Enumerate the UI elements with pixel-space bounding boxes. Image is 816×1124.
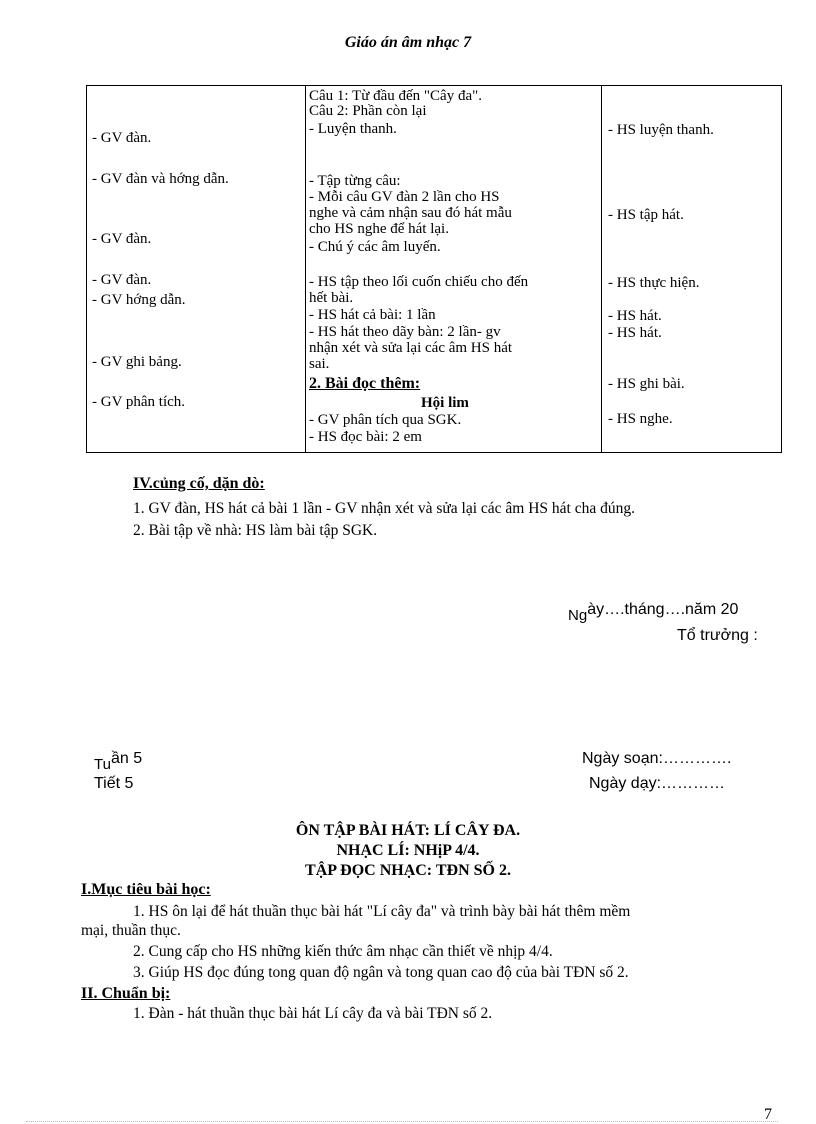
content-line: - HS hát cả bài: 1 lần xyxy=(309,307,436,323)
footer-divider xyxy=(26,1121,778,1122)
week-prefix: Tu xyxy=(94,756,111,773)
content-cell xyxy=(306,86,602,453)
reading-title: Hội lim xyxy=(421,395,469,411)
content-line: - HS tập theo lối cuốn chiếu cho đến xyxy=(309,274,529,290)
teacher-activity-item: - GV đàn. xyxy=(92,130,152,146)
preparation-heading: II. Chuẩn bị: xyxy=(81,985,171,1002)
student-activity-item: - HS ghi bài. xyxy=(608,376,685,392)
content-line: - Luyện thanh. xyxy=(309,121,397,137)
teacher-activity-item: - GV phân tích. xyxy=(92,394,186,410)
teacher-activity-item: - GV hớng dẫn. xyxy=(92,292,186,308)
content-line: Câu 1: Từ đầu đến "Cây đa". xyxy=(309,88,482,104)
section-4-heading: IV.củng cố, dặn dò: xyxy=(133,475,265,492)
content-line: - HS đọc bài: 2 em xyxy=(309,429,422,445)
week-label xyxy=(94,750,143,773)
section-4-item: 1. GV đàn, HS hát cả bài 1 lần - GV nhận xét và sửa lại các âm HS hát cha đúng. xyxy=(133,500,635,517)
content-line: - Tập từng câu: xyxy=(309,173,401,189)
content-line: - HS hát theo dãy bàn: 2 lần- gv xyxy=(309,324,501,340)
objectives-heading: I.Mục tiêu bài học: xyxy=(81,881,211,898)
objective-item: 2. Cung cấp cho HS những kiến thức âm nhạc cần thiết về nhịp 4/4. xyxy=(133,943,553,960)
reading-heading: 2. Bài đọc thêm: xyxy=(309,375,421,392)
date-prepared: Ngày soạn:…………. xyxy=(582,750,732,767)
lesson-title-3: TẬP ĐỌC NHẠC: TĐN SỐ 2. xyxy=(305,862,511,879)
content-line: - Mỗi câu GV đàn 2 lần cho HS xyxy=(309,189,500,205)
week-rest: ần 5 xyxy=(110,750,143,767)
student-activity-cell xyxy=(602,86,782,453)
teacher-activity-item: - GV đàn. xyxy=(92,231,152,247)
page-header-title: Giáo án âm nhạc 7 xyxy=(344,34,472,51)
objective-item-cont: mại, thuần thục. xyxy=(81,922,181,939)
content-line: - GV phân tích qua SGK. xyxy=(309,412,462,428)
teacher-activity-cell xyxy=(87,86,306,453)
preparation-item: 1. Đàn - hát thuần thục bài hát Lí cây đa và bài TĐN số 2. xyxy=(133,1005,493,1022)
date-prefix: Ng xyxy=(568,607,588,624)
section-4-item: 2. Bài tập về nhà: HS làm bài tập SGK. xyxy=(133,522,378,539)
content-line: nghe và cảm nhận sau đó hát mẫu xyxy=(309,205,512,221)
student-activity-item: - HS tập hát. xyxy=(608,207,684,223)
student-activity-item: - HS hát. xyxy=(608,308,662,324)
content-line: nhận xét và sửa lại các âm HS hát xyxy=(309,340,513,356)
date-rest: ày….tháng….năm 20 xyxy=(587,601,739,618)
lesson-title-1: ÔN TẬP BÀI HÁT: LÍ CÂY ĐA. xyxy=(295,822,521,839)
content-line: Câu 2: Phần còn lại xyxy=(309,103,427,119)
table-row xyxy=(87,86,782,453)
teacher-activity-item: - GV đàn. xyxy=(92,272,152,288)
teacher-activity-item: - GV đàn và hớng dẫn. xyxy=(92,171,229,187)
student-activity-item: - HS luyện thanh. xyxy=(608,122,714,138)
lesson-title-2: NHẠC LÍ: NHịP 4/4. xyxy=(336,842,480,859)
lesson-activity-table xyxy=(86,85,782,453)
objective-item: 1. HS ôn lại để hát thuần thục bài hát "Lí cây đa" và trình bày bài hát thêm mềm xyxy=(133,903,631,920)
teacher-activity-item: - GV ghi bảng. xyxy=(92,354,182,370)
content-line: sai. xyxy=(309,356,330,372)
signature-role: Tổ trưởng : xyxy=(677,627,758,644)
objective-item: 3. Giúp HS đọc đúng tong quan độ ngân và tong quan cao độ của bài TĐN số 2. xyxy=(133,964,629,981)
student-activity-item: - HS hát. xyxy=(608,325,662,341)
page-number: 7 xyxy=(764,1106,772,1123)
signature-date xyxy=(568,601,739,624)
student-activity-item: - HS thực hiện. xyxy=(608,275,700,291)
content-line: hết bài. xyxy=(309,290,354,306)
content-line: - Chú ý các âm luyến. xyxy=(309,239,441,255)
period-label: Tiết 5 xyxy=(94,775,134,792)
date-taught: Ngày dạy:………… xyxy=(589,775,726,792)
content-line: cho HS nghe để hát lại. xyxy=(309,221,449,237)
student-activity-item: - HS nghe. xyxy=(608,411,673,427)
